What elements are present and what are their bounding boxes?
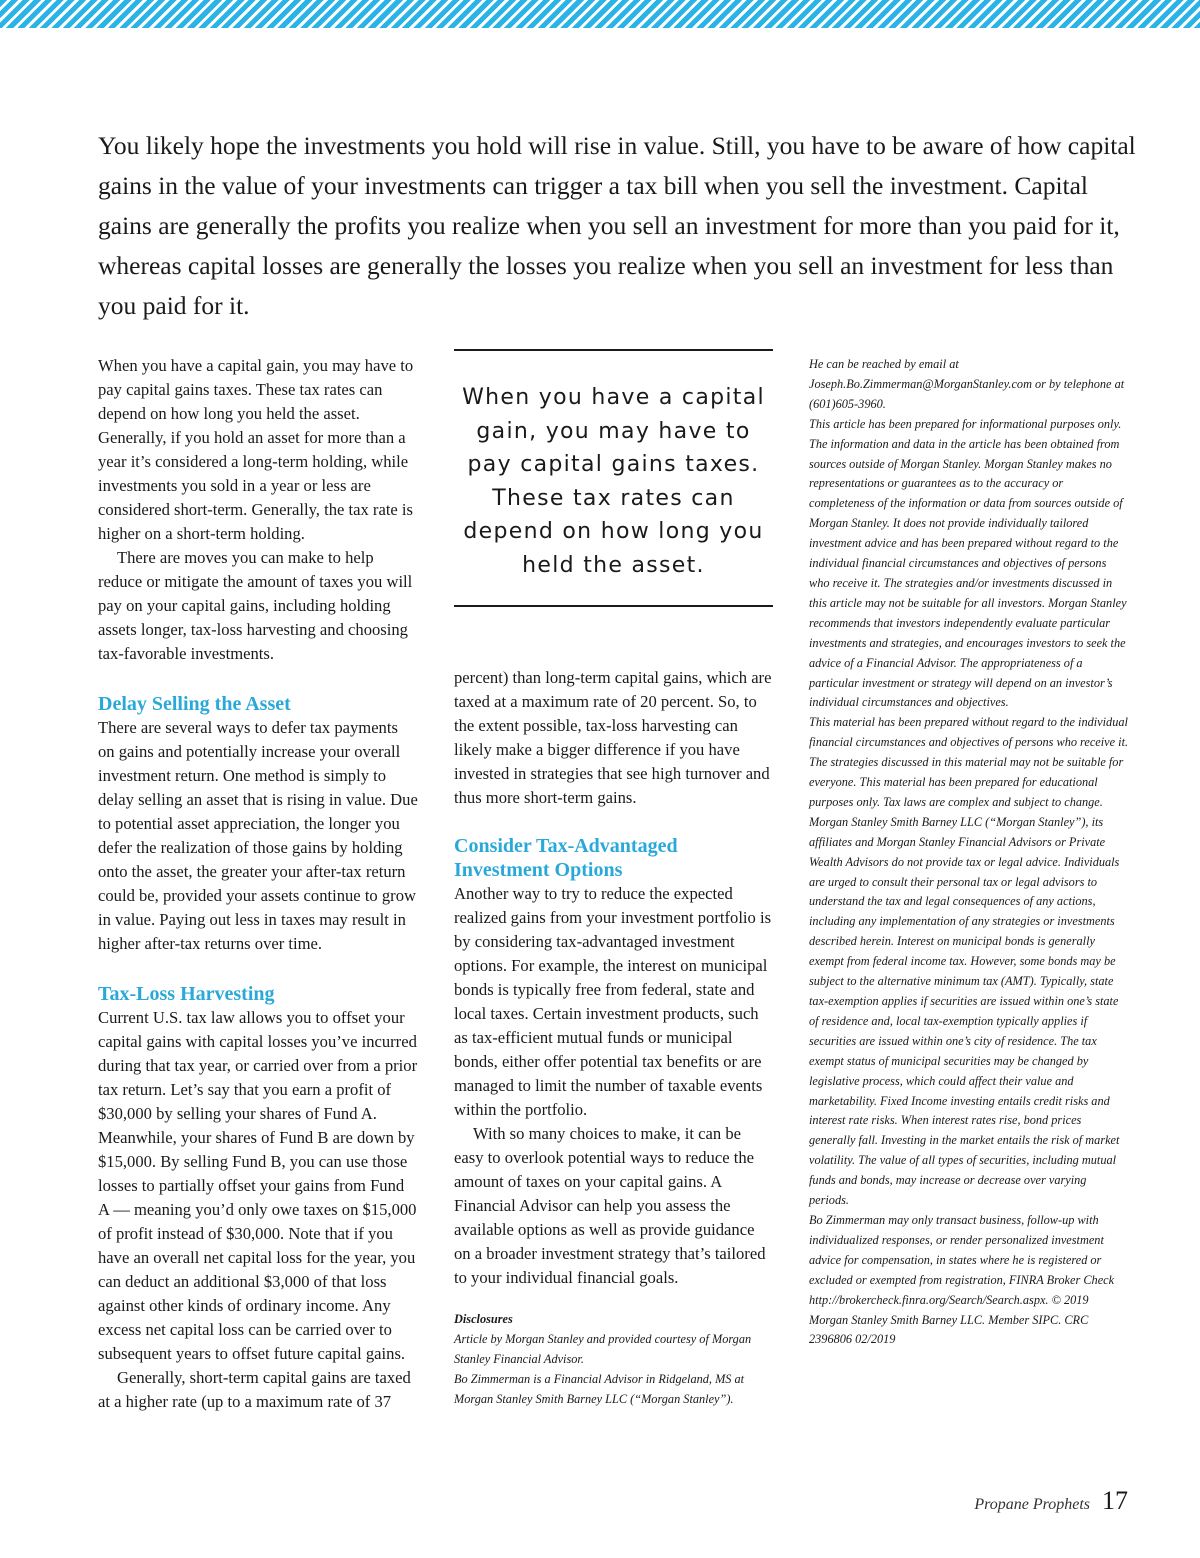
disclaimer-paragraph: Bo Zimmerman may only transact business, follow-up with individualized responses, or render personalized investment advice for compensation, in states where he is registered or excluded or exempted from registration, FINRA Broker Check http://brokercheck.finra.org/Search/Search.aspx. © 2019 Morgan Stanley Smith Barney LLC. Member SIPC. CRC 2396806 02/2019	[809, 1212, 1115, 1347]
page-footer	[974, 1486, 1128, 1516]
disclaimer-paragraph: This material has been prepared without regard to the individual financial circumstances and objectives of persons who receive it. The strategies discussed in this material may not be suitable for everyone. This material has been prepared for educational purposes only. Tax laws are complex and subject to change. Morgan Stanley Smith Barney LLC (“Morgan Stanley”), its affiliates and Morgan Stanley Financial Advisors or Private Wealth Advisors do not provide tax or legal advice. Individuals are urged to consult their personal tax or legal advisors to understand the tax and legal consequences of any actions, including any implementation of any strategies or investments described herein. Interest on municipal bonds is generally exempt from federal income tax. However, some bonds may be subject to the alternative minimum tax (AMT). Typically, state tax-exemption applies if securities are issued within one’s state of residence and, local tax-exemption typically applies if securities are issued within one’s city of residence. The tax exempt status of municipal securities may be changed by legislative process, which could affect their value and marketability. Fixed Income investing entails credit risks and interest rate risks. When interest rates rise, bond prices generally fall. Investing in the market entails the risk of market volatility. The value of all types of securities, including mutual funds and bonds, may increase or decrease over varying periods.	[809, 715, 1129, 1208]
article-column-1	[98, 354, 418, 1414]
section-heading-tax-loss-harvesting: Tax-Loss Harvesting	[98, 983, 275, 1005]
magazine-name: Propane Prophets	[974, 1496, 1090, 1513]
decorative-top-stripe	[0, 0, 1200, 28]
disclaimer-paragraph: He can be reached by email at Joseph.Bo.Zimmerman@MorganStanley.com or by telephone at (601)605-3960.	[809, 357, 1125, 411]
section-heading-delay-selling: Delay Selling the Asset	[98, 693, 291, 715]
section-heading-tax-advantaged: Consider Tax-Advantaged Investment Options	[454, 835, 678, 881]
body-paragraph: There are several ways to defer tax payments on gains and potentially increase your overall investment return. One method is simply to delay selling an asset that is rising in value. Due to potential asset appreciation, the longer you defer the realization of those gains by holding onto the asset, the greater your after-tax return could be, provided your assets continue to grow in value. Paying out less in taxes may result in higher after-tax returns over time.	[98, 718, 418, 953]
body-paragraph: percent) than long-term capital gains, which are taxed at a maximum rate of 20 percent. So, to the extent possible, tax-loss harvesting can likely make a bigger difference if you have invested in strategies that see high turnover and thus more short-term gains.	[454, 668, 772, 807]
body-paragraph: Generally, short-term capital gains are taxed at a higher rate (up to a maximum rate of 37	[98, 1368, 411, 1411]
disclaimer-paragraph: This article has been prepared for informational purposes only. The information and data in the article has been obtained from sources outside of Morgan Stanley. Morgan Stanley makes no representations or guarantees as to the accuracy or completeness of the information or data from sources outside of Morgan Stanley. It does not provide individually tailored investment advice and has been prepared without regard to the individual financial circumstances and objectives of persons who receive it. The strategies and/or investments discussed in this article may not be suitable for all investors. Morgan Stanley recommends that investors independently evaluate particular investments and strategies, and encourages investors to seek the advice of a Financial Advisor. The appropriateness of a particular investment or strategy will depend on an investor’s individual circumstances and objectives.	[809, 416, 1127, 710]
intro-paragraph: You likely hope the investments you hold will rise in value. Still, you have to be aware of how capital gains in the value of your investments can trigger a tax bill when you sell the investment. Capital gains are generally the profits you realize when you sell an investment for more than you paid for it, whereas capital losses are generally the losses you realize when you sell an investment for less than you paid for it.	[98, 131, 1136, 320]
disclosure-line: Bo Zimmerman is a Financial Advisor in Ridgeland, MS at Morgan Stanley Smith Barney LLC (“Morgan Stanley”).	[454, 1371, 745, 1406]
disclosure-line: Article by Morgan Stanley and provided courtesy of Morgan Stanley Financial Advisor.	[454, 1331, 752, 1366]
body-paragraph: There are moves you can make to help reduce or mitigate the amount of taxes you will pay on your capital gains, including holding assets longer, tax-loss harvesting and choosing tax-favorable investments.	[98, 548, 413, 663]
body-paragraph: Another way to try to reduce the expected realized gains from your investment portfolio is by considering tax-advantaged investment options. For example, the interest on municipal bonds is typically free from federal, state and local taxes. Certain investment products, such as tax-efficient mutual funds or municipal bonds, either offer potential tax benefits or are managed to limit the number of taxable events within the portfolio.	[454, 884, 772, 1119]
disclosures-block	[454, 1310, 784, 1410]
body-paragraph: Current U.S. tax law allows you to offset your capital gains with capital losses you’ve incurred during that tax year, or carried over from a prior tax return. Let’s say that you earn a profit of $30,000 by selling your shares of Fund A. Meanwhile, your shares of Fund B are down by $15,000. By selling Fund B, you can use those losses to partially offset your gains from Fund A — meaning you’d only owe taxes on $15,000 of profit instead of $30,000. Note that if you have an overall net capital loss for the year, you can deduct an additional $3,000 of that loss against other kinds of ordinary income. Any excess net capital loss can be carried over to subsequent years to offset future capital gains.	[98, 1008, 418, 1363]
disclaimer-column	[809, 355, 1129, 1350]
article-column-2	[454, 666, 774, 1290]
body-paragraph: With so many choices to make, it can be easy to overlook potential ways to reduce the amount of taxes on your capital gains. A Financial Advisor can help you assess the available options as well as provide guidance on a broader investment strategy that’s tailored to your individual financial goals.	[454, 1124, 766, 1287]
page-number: 17	[1102, 1486, 1128, 1515]
disclosures-heading: Disclosures	[454, 1312, 513, 1326]
body-paragraph: When you have a capital gain, you may have to pay capital gains taxes. These tax rates can depend on how long you held the asset. Generally, if you hold an asset for more than a year it’s considered a long-term holding, while investments you sold in a year or less are considered short-term. Generally, the tax rate is higher on a short-term holding.	[98, 356, 414, 543]
pull-quote: When you have a capital gain, you may have to pay capital gains taxes. These tax rates can depend on how long you held the asset.	[454, 349, 773, 607]
